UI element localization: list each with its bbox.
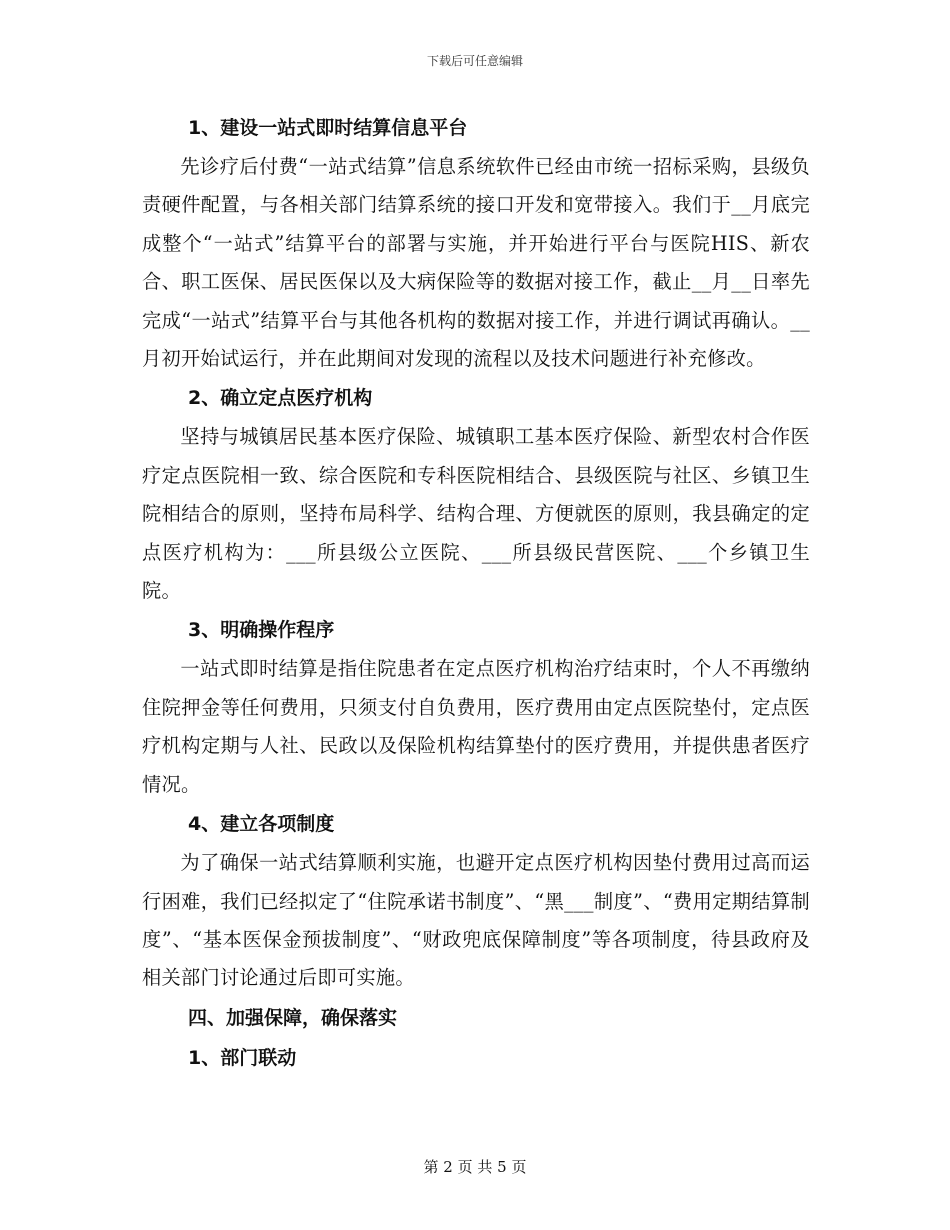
section-paragraph-1: 先诊疗后付费“一站式结算”信息系统软件已经由市统一招标采购，县级负责硬件配置，与各相关部门结算系统的接口开发和宽带接入。我们于__月底完成整个“一站式”结算平台的部署与实施，并开始进行平台与医院HIS、新农合、职工医保、居民医保以及大病保险等的数据对接工作，截止__月__日率先完成“一站式”结算平台与其他各机构的数据对接工作，并进行调试再确认。__月初开始试运行，并在此期间对发现的流程以及技术问题进行补充修改。 bbox=[142, 155, 810, 371]
section-paragraph-2: 坚持与城镇居民基本医疗保险、城镇职工基本医疗保险、新型农村合作医疗定点医院相一致、综合医院和专科医院相结合、县级医院与社区、乡镇卫生院相结合的原则，坚持布局科学、结构合理、方便就医的原则，我县确定的定点医疗机构为：___所县级公立医院、___所县级民营医院、___个乡镇卫生院。 bbox=[142, 425, 810, 603]
section-paragraph-4: 为了确保一站式结算顺利实施，也避开定点医疗机构因垫付费用过高而运行困难，我们已经拟定了“住院承诺书制度”、“黑___制度”、“费用定期结算制度”、“基本医保金预拔制度”、“财政兜底保障制度”等各项制度，待县政府及相关部门讨论通过后即可实施。 bbox=[142, 851, 810, 990]
page-footer: 第 2 页 共 5 页 bbox=[423, 1158, 527, 1176]
section-heading-1: 1、建设一站式即时结算信息平台 bbox=[188, 117, 468, 139]
section-paragraph-3: 一站式即时结算是指住院患者在定点医疗机构治疗结束时，个人不再缴纳住院押金等任何费用，只须支付自负费用，医疗费用由定点医院垫付，定点医疗机构定期与人社、民政以及保险机构结算垫付的医疗费用，并提供患者医疗情况。 bbox=[142, 657, 810, 796]
chapter-heading-four: 四、加强保障，确保落实 bbox=[188, 1006, 398, 1029]
page-header: 下载后可任意编辑 bbox=[426, 54, 523, 68]
document-body bbox=[142, 108, 810, 1078]
subsection-heading-1: 1、部门联动 bbox=[188, 1046, 297, 1069]
section-heading-3: 3、明确操作程序 bbox=[188, 619, 335, 642]
section-heading-2: 2、确立定点医疗机构 bbox=[188, 387, 373, 410]
section-heading-4: 4、建立各项制度 bbox=[188, 813, 335, 836]
